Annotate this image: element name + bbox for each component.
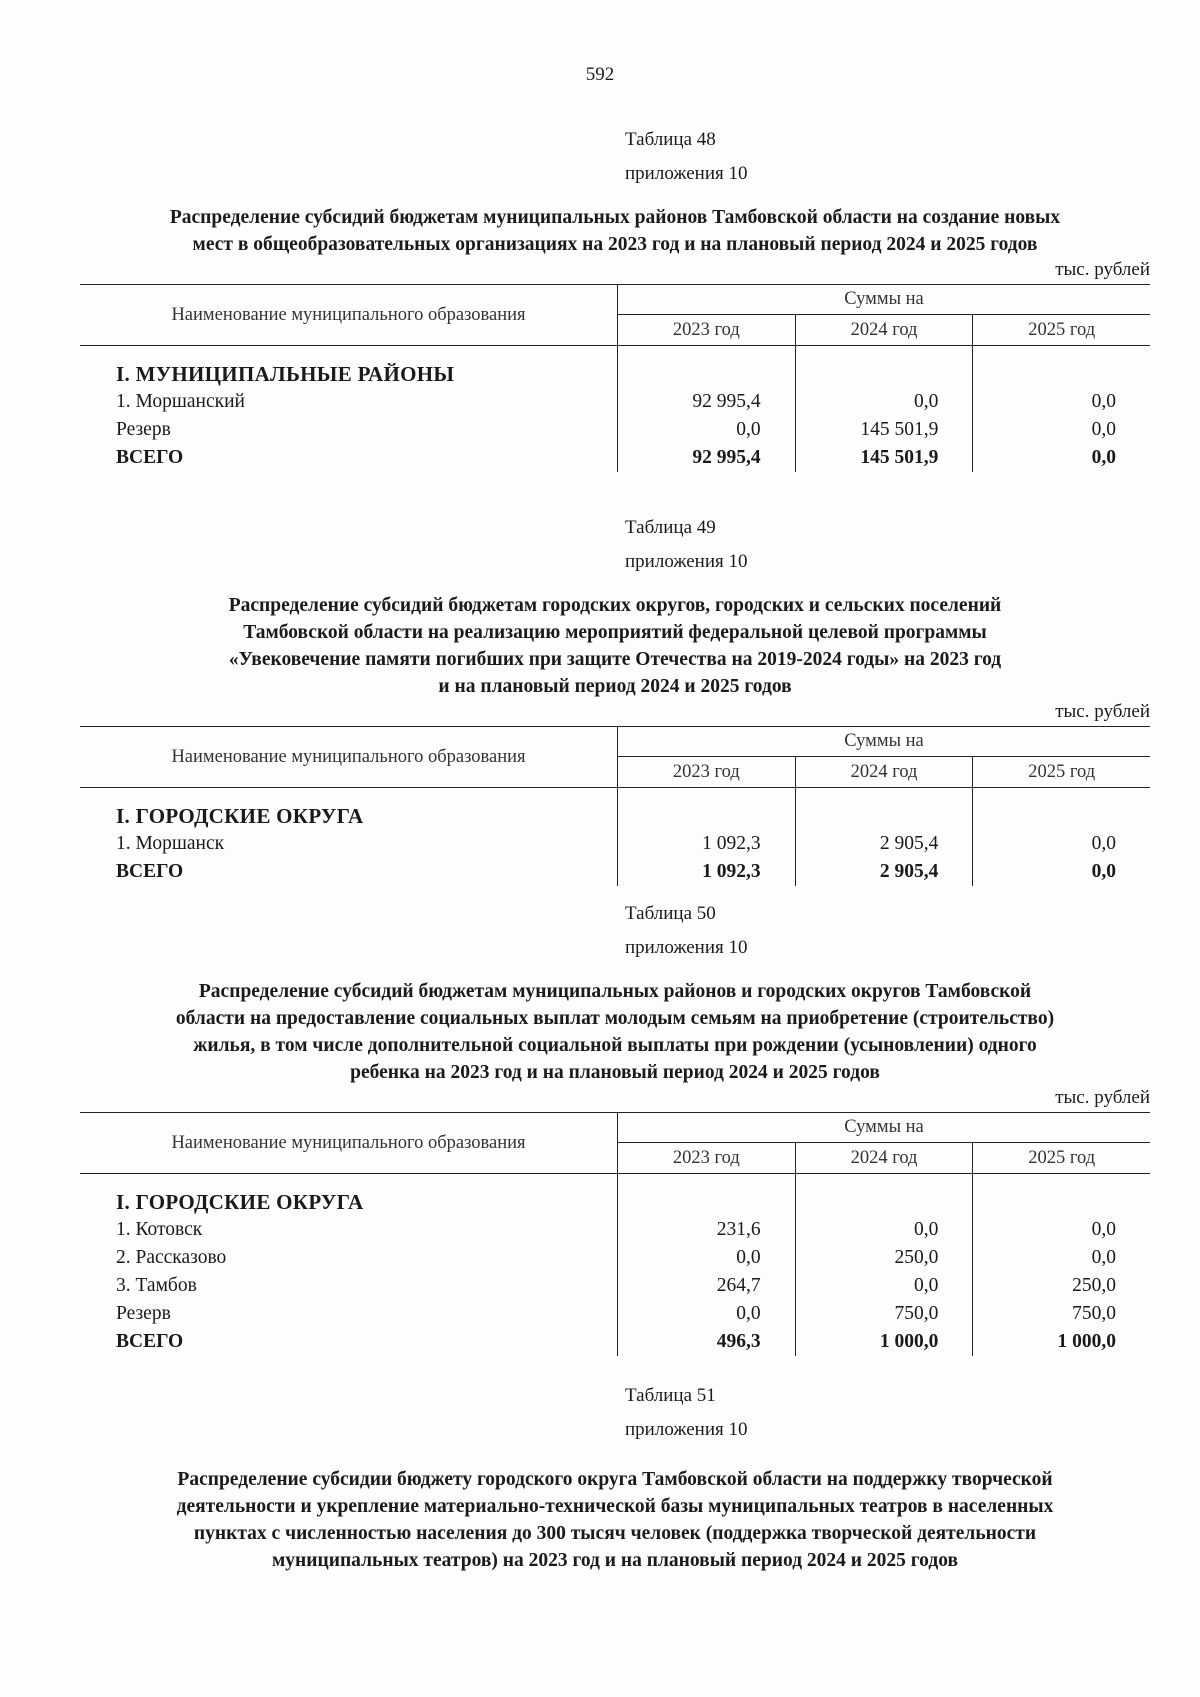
cell-value: 250,0 (894, 1247, 939, 1268)
total-value: 2 905,4 (879, 861, 939, 882)
header-year: 2024 год (796, 1143, 974, 1173)
row-name: 1. Моршанский (116, 391, 245, 412)
group-title: I. ГОРОДСКИЕ ОКРУГА (116, 804, 364, 828)
column-2024 (796, 1174, 974, 1356)
header-sums (618, 727, 1150, 787)
header-sums-label: Суммы на (618, 727, 1150, 757)
cell-value: 0,0 (736, 1303, 761, 1324)
header-year: 2024 год (796, 757, 974, 787)
cell-value: 0,0 (1091, 1247, 1117, 1268)
units-label: тыс. рублей (1055, 1087, 1150, 1108)
heading-line: Распределение субсидий бюджетам муниципальных районов Тамбовской области на создание новых (169, 207, 1061, 228)
cell-value: 750,0 (1072, 1303, 1117, 1324)
data-table (80, 726, 1150, 886)
cell-value: 231,6 (716, 1219, 761, 1240)
row-name: Резерв (116, 419, 171, 440)
cell-value: 0,0 (1091, 391, 1117, 412)
row-name: 1. Моршанск (116, 833, 225, 854)
table-body (80, 1174, 1150, 1356)
cell-value: 0,0 (913, 1275, 939, 1296)
heading-line: мест в общеобразовательных организациях на 2023 год и на плановый период 2024 и 2025 годов (192, 234, 1038, 255)
cell-value: 0,0 (1091, 833, 1117, 854)
total-row-name: ВСЕГО (116, 1331, 184, 1352)
table-number: Таблица 49 (625, 517, 716, 538)
total-value: 1 000,0 (1057, 1331, 1117, 1352)
total-value: 0,0 (1091, 447, 1117, 468)
header-year: 2025 год (1028, 762, 1096, 782)
cell-value: 750,0 (894, 1303, 939, 1324)
units-label: тыс. рублей (1055, 701, 1150, 722)
heading-line: жилья, в том числе дополнительной социальной выплаты при рождении (усыновлении) одного (193, 1035, 1037, 1056)
row-name: 3. Тамбов (116, 1275, 197, 1296)
header-name-column: Наименование муниципального образования (80, 1113, 618, 1173)
table-header (80, 1113, 1150, 1174)
table-51-section (80, 1386, 1150, 1574)
table-body (80, 346, 1150, 472)
names-column (80, 788, 618, 886)
column-2023 (618, 346, 796, 472)
header-year: 2023 год (618, 757, 796, 787)
cell-value: 92 995,4 (692, 391, 761, 412)
cell-value: 0,0 (1091, 1219, 1117, 1240)
table-number: Таблица 48 (625, 129, 716, 150)
header-years (618, 757, 1150, 787)
heading-line: и на плановый период 2024 и 2025 годов (438, 676, 792, 697)
column-2025 (973, 788, 1150, 886)
header-year: 2024 год (796, 315, 974, 345)
cell-value: 0,0 (913, 1219, 939, 1240)
table-number: Таблица 50 (625, 903, 716, 924)
header-name-column: Наименование муниципального образования (80, 285, 618, 345)
heading-line: пунктах с численностью населения до 300 тысяч человек (поддержка творческой деятельности (193, 1523, 1037, 1544)
cell-value: 0,0 (1091, 419, 1117, 440)
cell-value: 0,0 (736, 419, 761, 440)
header-year: 2025 год (1028, 1148, 1096, 1168)
total-value: 145 501,9 (860, 447, 939, 468)
table-heading (80, 204, 1150, 258)
table-48-section (80, 130, 1150, 472)
header-sums-label: Суммы на (618, 1113, 1150, 1143)
names-column (80, 1174, 618, 1356)
header-year: 2023 год (618, 1143, 796, 1173)
units-label: тыс. рублей (1055, 259, 1150, 280)
heading-line: Тамбовской области на реализацию мероприятий федеральной целевой программы (243, 622, 987, 643)
column-2023 (618, 1174, 796, 1356)
data-table (80, 1112, 1150, 1356)
total-value: 92 995,4 (692, 447, 761, 468)
group-title: I. ГОРОДСКИЕ ОКРУГА (116, 1190, 364, 1214)
total-value: 496,3 (716, 1331, 761, 1352)
table-appendix: приложения 10 (625, 937, 748, 958)
cell-value: 264,7 (716, 1275, 761, 1296)
heading-line: Распределение субсидий бюджетам муниципальных районов и городских округов Тамбовской (198, 981, 1032, 1002)
table-number: Таблица 51 (625, 1385, 716, 1406)
cell-value: 145 501,9 (860, 419, 939, 440)
table-50-section (80, 904, 1150, 1356)
header-sums (618, 285, 1150, 345)
table-header (80, 285, 1150, 346)
cell-value: 0,0 (736, 1247, 761, 1268)
cell-value: 1 092,3 (702, 833, 761, 854)
table-body (80, 788, 1150, 886)
row-name: 2. Рассказово (116, 1247, 227, 1268)
table-appendix: приложения 10 (625, 1419, 748, 1440)
table-appendix: приложения 10 (625, 551, 748, 572)
column-2024 (796, 788, 974, 886)
header-year: 2023 год (618, 315, 796, 345)
table-heading (80, 1466, 1150, 1574)
header-sums-label: Суммы на (618, 285, 1150, 315)
group-title: I. МУНИЦИПАЛЬНЫЕ РАЙОНЫ (116, 362, 455, 386)
heading-line: области на предоставление социальных выплат молодым семьям на приобретение (строительство) (175, 1008, 1055, 1029)
total-value: 1 092,3 (702, 861, 761, 882)
heading-line: муниципальных театров) на 2023 год и на плановый период 2024 и 2025 годов (271, 1550, 959, 1571)
header-sums (618, 1113, 1150, 1173)
total-value: 0,0 (1091, 861, 1117, 882)
total-row-name: ВСЕГО (116, 447, 184, 468)
total-row-name: ВСЕГО (116, 861, 184, 882)
table-header (80, 727, 1150, 788)
column-2025 (973, 1174, 1150, 1356)
heading-line: деятельности и укрепление материально-технической базы муниципальных театров в населенных (176, 1496, 1054, 1517)
table-heading (80, 592, 1150, 700)
header-years (618, 315, 1150, 345)
row-name: Резерв (116, 1303, 171, 1324)
heading-line: ребенка на 2023 год и на плановый период 2024 и 2025 годов (350, 1062, 880, 1083)
cell-value: 2 905,4 (879, 833, 939, 854)
table-appendix: приложения 10 (625, 163, 748, 184)
table-heading (80, 978, 1150, 1086)
total-value: 1 000,0 (879, 1331, 939, 1352)
cell-value: 250,0 (1072, 1275, 1117, 1296)
table-49-section (80, 518, 1150, 886)
column-2023 (618, 788, 796, 886)
header-years (618, 1143, 1150, 1173)
heading-line: Распределение субсидии бюджету городского округа Тамбовской области на поддержку творческой (177, 1469, 1053, 1490)
heading-line: Распределение субсидий бюджетам городских округов, городских и сельских поселений (228, 595, 1002, 616)
heading-line: «Увековечение памяти погибших при защите Отечества на 2019-2024 годы» на 2023 год (228, 649, 1002, 670)
column-2024 (796, 346, 974, 472)
row-name: 1. Котовск (116, 1219, 203, 1240)
page-number: 592 (585, 64, 615, 85)
cell-value: 0,0 (913, 391, 939, 412)
data-table (80, 284, 1150, 472)
header-name-column: Наименование муниципального образования (80, 727, 618, 787)
names-column (80, 346, 618, 472)
column-2025 (973, 346, 1150, 472)
header-year: 2025 год (1028, 320, 1096, 340)
